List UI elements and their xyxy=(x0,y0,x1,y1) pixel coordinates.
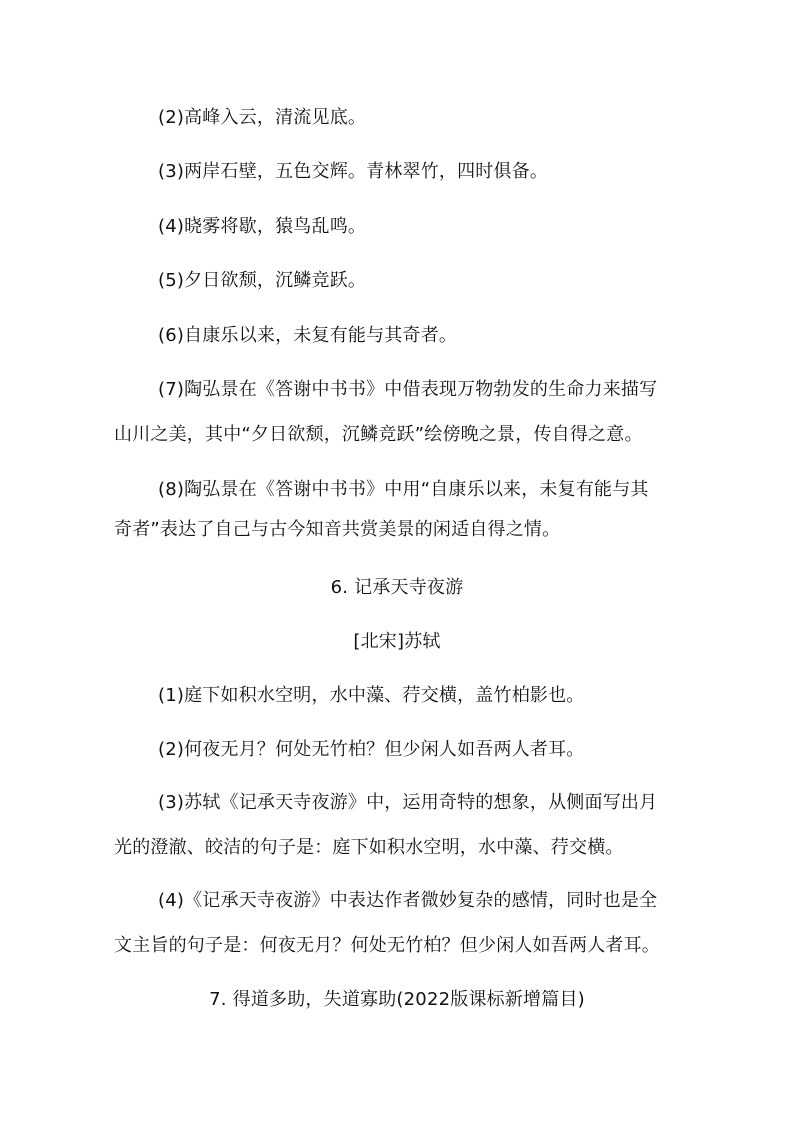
text-line: (8)陶弘景在《答谢中书书》中用“自康乐以来，未复有能与其 xyxy=(158,479,649,500)
text-line: (2)何夜无月？何处无竹柏？但少闲人如吾两人者耳。 xyxy=(158,739,585,760)
text-line: 山川之美，其中“夕日欲颓，沉鳞竞跃”绘傍晚之景，传自得之意。 xyxy=(114,424,643,445)
text-line: (2)高峰入云，清流见底。 xyxy=(158,107,367,128)
text-line: (6)自康乐以来，未复有能与其奇者。 xyxy=(158,325,458,346)
text-line: 文主旨的句子是：何夜无月？何处无竹柏？但少闲人如吾两人者耳。 xyxy=(114,935,660,956)
section-heading: 7. 得道多助，失道寡助(2022版课标新增篇目) xyxy=(209,989,585,1010)
text-line: (1)庭下如积水空明，水中藻、荇交横，盖竹柏影也。 xyxy=(158,685,585,706)
text-line: 奇者”表达了自己与古今知音共赏美景的闲适自得之情。 xyxy=(114,519,561,540)
text-line: 光的澄澈、皎洁的句子是：庭下如积水空明，水中藻、荇交横。 xyxy=(114,837,624,858)
text-line: (3)两岸石壁，五色交辉。青林翠竹，四时俱备。 xyxy=(158,161,549,182)
text-line: (3)苏轼《记承天寺夜游》中，运用奇特的想象，从侧面写出月 xyxy=(158,792,658,813)
section-heading: 6. 记承天寺夜游 xyxy=(330,577,464,598)
text-line: (4)晓雾将歇，猿鸟乱鸣。 xyxy=(158,216,367,237)
text-line: (7)陶弘景在《答谢中书书》中借表现万物勃发的生命力来描写 xyxy=(158,379,658,400)
author-line: [北宋]苏轼 xyxy=(353,631,441,652)
text-line: (4)《记承天寺夜游》中表达作者微妙复杂的感情，同时也是全 xyxy=(158,890,658,911)
text-line: (5)夕日欲颓，沉鳞竞跃。 xyxy=(158,270,367,291)
